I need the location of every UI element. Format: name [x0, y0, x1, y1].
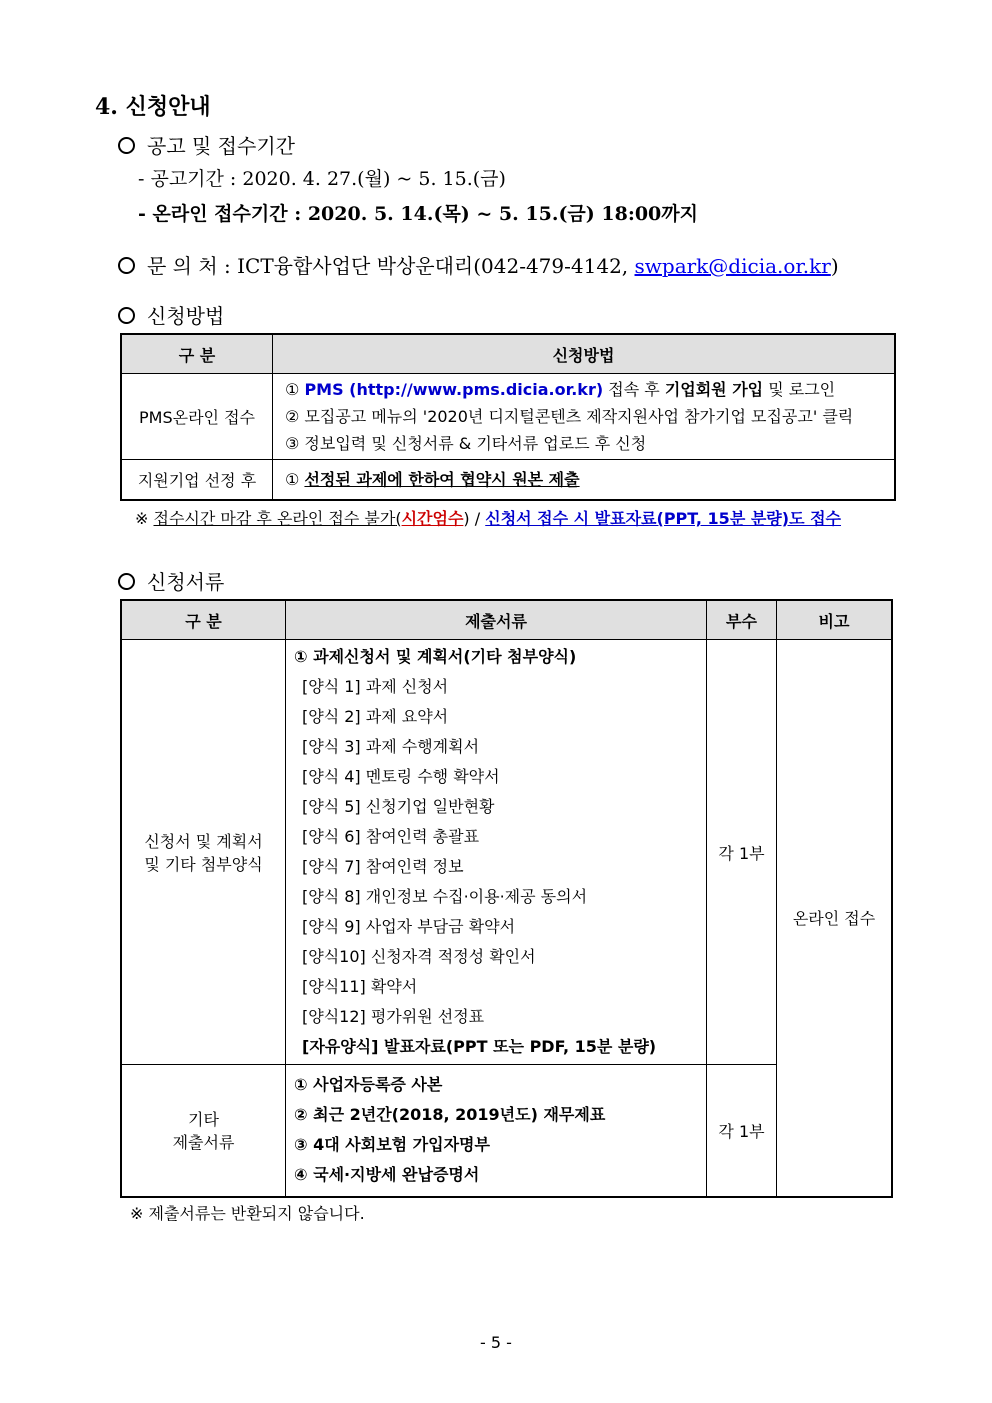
docs-group-label: 기타 제출서류	[121, 1065, 286, 1197]
pms-link[interactable]: PMS (http://www.pms.dicia.or.kr)	[304, 380, 604, 399]
list-item: [양식 9] 사업자 부담금 확약서	[302, 917, 516, 936]
docs-table	[120, 599, 893, 1198]
list-item: ④ 국세·지방세 완납증명서	[294, 1165, 480, 1185]
list-item: [양식11] 확약서	[302, 977, 418, 996]
list-item: [양식10] 신청자격 적정성 확인서	[302, 947, 536, 966]
method-step-2: ② 모집공고 메뉴의 '2020년 디지털콘텐츠 제작지원사업 참가기업 모집공고' 클릭	[285, 407, 854, 426]
list-item: [양식 3] 과제 수행계획서	[302, 737, 480, 756]
list-item: ① 사업자등록증 사본	[294, 1075, 443, 1095]
list-item: [양식 4] 멘토링 수행 확약서	[302, 767, 500, 786]
method-step-3: ③ 정보입력 및 신청서류 & 기타서류 업로드 후 신청	[285, 434, 647, 453]
docs-remark: 온라인 접수	[777, 640, 893, 1197]
contact-suffix: )	[830, 254, 839, 278]
method-title-text: 신청방법	[147, 304, 225, 328]
original-submission-text: 선정된 과제에 한하여 협약시 원본 제출	[304, 469, 580, 489]
docs-note: ※ 제출서류는 반환되지 않습니다.	[130, 1204, 365, 1223]
circle-bullet-icon	[118, 257, 135, 274]
method-header-category: 구 분	[121, 334, 273, 374]
method-row-label: 지원기업 선정 후	[121, 460, 273, 500]
method-title	[118, 300, 224, 329]
notice-period: - 공고기간 : 2020. 4. 27.(월) ~ 5. 15.(금)	[138, 168, 506, 190]
docs-title	[118, 566, 224, 595]
circle-bullet-icon	[118, 573, 135, 590]
method-step-1: ① PMS (http://www.pms.dicia.or.kr) 접속 후 기업회원 가입 및 로그인	[285, 380, 836, 399]
section-heading: 4. 신청안내	[95, 94, 211, 120]
list-item: ① 과제신청서 및 계획서(기타 첨부양식)	[294, 647, 577, 666]
docs-header-remark: 비고	[777, 600, 893, 640]
docs-group-label: 신청서 및 계획서 및 기타 첨부양식	[121, 640, 286, 1065]
list-item: [양식 1] 과제 신청서	[302, 677, 449, 696]
method-row-content	[273, 374, 896, 460]
method-header-method: 신청방법	[273, 334, 896, 374]
method-row-content: ① 선정된 과제에 한하여 협약시 원본 제출	[273, 460, 896, 500]
docs-group-copies: 각 1부	[707, 1065, 777, 1197]
method-table	[120, 333, 896, 501]
method-note: ※ 접수시간 마감 후 온라인 접수 불가(시간엄수) / 신청서 접수 시 발표자료(PPT, 15분 분량)도 접수	[135, 509, 842, 528]
period-title	[118, 130, 295, 159]
method-row-label: PMS온라인 접수	[121, 374, 273, 460]
list-item: [자유양식] 발표자료(PPT 또는 PDF, 15분 분량)	[302, 1037, 657, 1056]
list-item: [양식 2] 과제 요약서	[302, 707, 449, 726]
docs-group-items	[286, 640, 707, 1065]
docs-group-items	[286, 1065, 707, 1197]
docs-group-copies: 각 1부	[707, 640, 777, 1065]
list-item: [양식 6] 참여인력 총괄표	[302, 827, 480, 846]
list-item: [양식 7] 참여인력 정보	[302, 857, 464, 876]
docs-header-documents: 제출서류	[286, 600, 707, 640]
list-item: [양식12] 평가위원 선정표	[302, 1007, 485, 1026]
docs-header-copies: 부수	[707, 600, 777, 640]
online-period: - 온라인 접수기간 : 2020. 5. 14.(목) ~ 5. 15.(금) 18:00까지	[138, 203, 698, 225]
contact-prefix: 문 의 처 : ICT융합사업단 박상운대리(042-479-4142,	[147, 254, 629, 278]
circle-bullet-icon	[118, 137, 135, 154]
docs-header-category: 구 분	[121, 600, 286, 640]
contact-email-link[interactable]: swpark@dicia.or.kr	[634, 254, 831, 278]
contact-line	[118, 250, 839, 279]
list-item: [양식 5] 신청기업 일반현황	[302, 797, 495, 816]
list-item: ② 최근 2년간(2018, 2019년도) 재무제표	[294, 1105, 606, 1125]
page-number: - 5 -	[480, 1333, 512, 1352]
period-title-text: 공고 및 접수기간	[147, 134, 295, 158]
docs-title-text: 신청서류	[147, 570, 225, 594]
circle-bullet-icon	[118, 307, 135, 324]
list-item: [양식 8] 개인정보 수집·이용·제공 동의서	[302, 887, 588, 906]
list-item: ③ 4대 사회보험 가입자명부	[294, 1135, 490, 1155]
